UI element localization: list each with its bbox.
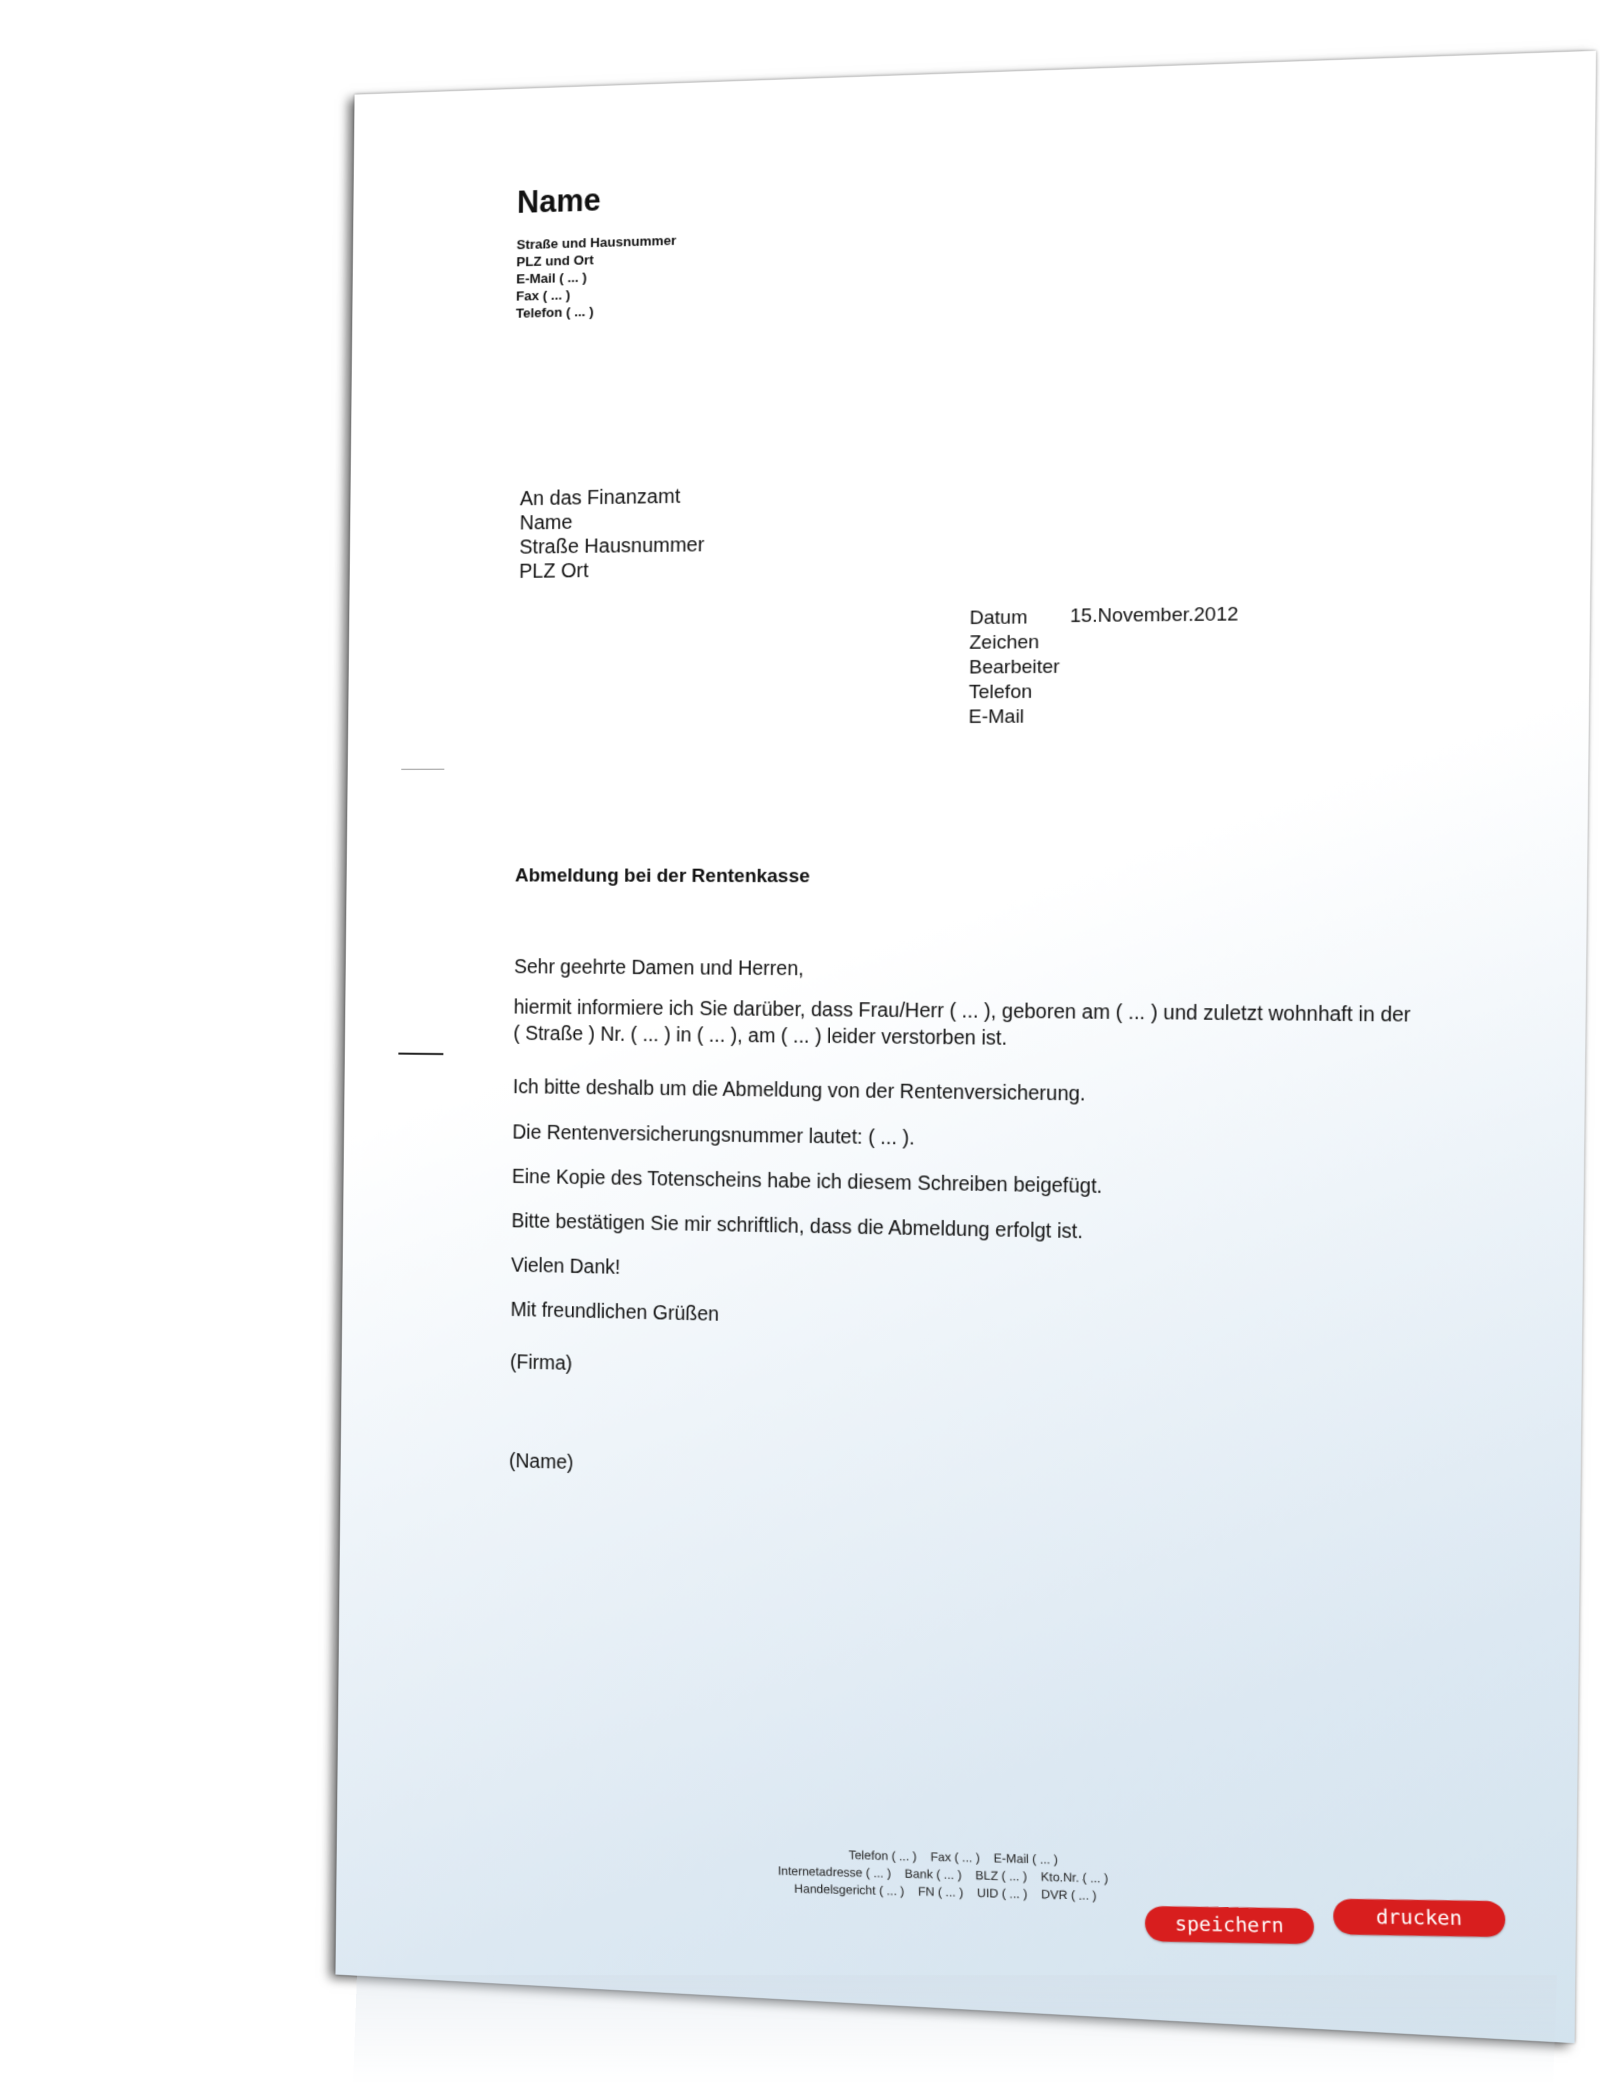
letter-footer <box>777 1845 1119 1905</box>
salutation: Sehr geehrte Damen und Herren, <box>513 956 804 981</box>
footer-item: Fax ( ... ) <box>930 1849 980 1866</box>
letter-sheet <box>335 51 1596 2043</box>
footer-item: Bank ( ... ) <box>904 1866 962 1883</box>
meta-label-reference: Zeichen <box>969 631 1040 654</box>
footer-item: Internetadresse ( ... ) <box>777 1863 892 1881</box>
recipient-address-block <box>519 484 705 584</box>
meta-date-value: 15.November.2012 <box>1069 603 1239 628</box>
recipient-line: PLZ Ort <box>519 559 589 583</box>
sheet-reflection <box>353 1975 1557 2085</box>
fold-mark <box>401 769 444 770</box>
body-paragraph: Ich bitte deshalb um die Abmeldung von der Rentenversicherung. <box>512 1076 1086 1106</box>
footer-item: BLZ ( ... ) <box>975 1868 1028 1884</box>
punch-mark <box>398 1053 443 1055</box>
footer-item: FN ( ... ) <box>917 1884 964 1900</box>
reference-block <box>968 606 1060 731</box>
signature-name: (Name) <box>508 1449 574 1475</box>
sender-address-block <box>516 232 677 322</box>
footer-item: Telefon ( ... ) <box>848 1847 917 1864</box>
company-placeholder: (Firma) <box>509 1351 573 1375</box>
body-paragraph: Die Rentenversicherungsnummer lautet: ( ... ). <box>512 1121 915 1150</box>
recipient-line: Straße Hausnummer <box>519 533 705 559</box>
body-paragraph: Eine Kopie des Totenscheins habe ich diesem Schreiben beigefügt. <box>511 1165 1103 1199</box>
footer-item: Kto.Nr. ( ... ) <box>1040 1869 1109 1886</box>
footer-item: UID ( ... ) <box>976 1885 1028 1902</box>
footer-item: DVR ( ... ) <box>1041 1887 1097 1903</box>
body-paragraph <box>513 994 1411 1056</box>
body-paragraph: Bitte bestätigen Sie mir schriftlich, dass die Abmeldung erfolgt ist. <box>511 1210 1084 1244</box>
meta-label-clerk: Bearbeiter <box>968 656 1060 679</box>
save-button[interactable]: speichern <box>1145 1906 1315 1944</box>
meta-label-date: Datum <box>969 606 1028 630</box>
recipient-line: Name <box>519 511 573 535</box>
body-line: ( Straße ) Nr. ( ... ) in ( ... ), am ( ... ) leider verstorben ist. <box>513 1022 1008 1050</box>
meta-label-phone: Telefon <box>968 681 1033 704</box>
meta-label-email: E-Mail <box>968 706 1025 729</box>
footer-item: E-Mail ( ... ) <box>993 1850 1058 1867</box>
sender-email: E-Mail ( ... ) <box>516 269 587 287</box>
sender-name: Name <box>516 182 601 220</box>
thanks-line: Vielen Dank! <box>510 1254 621 1279</box>
print-button[interactable]: drucken <box>1333 1899 1506 1938</box>
body-line: hiermit informiere ich Sie darüber, dass Frau/Herr ( ... ), geboren am ( ... ) und zuletzt wohnhaft in der <box>513 996 1411 1027</box>
sender-fax: Fax ( ... ) <box>515 287 571 304</box>
closing-line: Mit freundlichen Grüßen <box>510 1298 720 1326</box>
footer-item: Handelsgericht ( ... ) <box>794 1881 905 1899</box>
sender-city: PLZ und Ort <box>516 252 594 270</box>
sender-phone: Telefon ( ... ) <box>515 303 594 321</box>
letter-subject: Abmeldung bei der Rentenkasse <box>514 865 811 888</box>
recipient-line: An das Finanzamt <box>519 485 681 511</box>
sender-street: Straße und Hausnummer <box>516 232 677 253</box>
